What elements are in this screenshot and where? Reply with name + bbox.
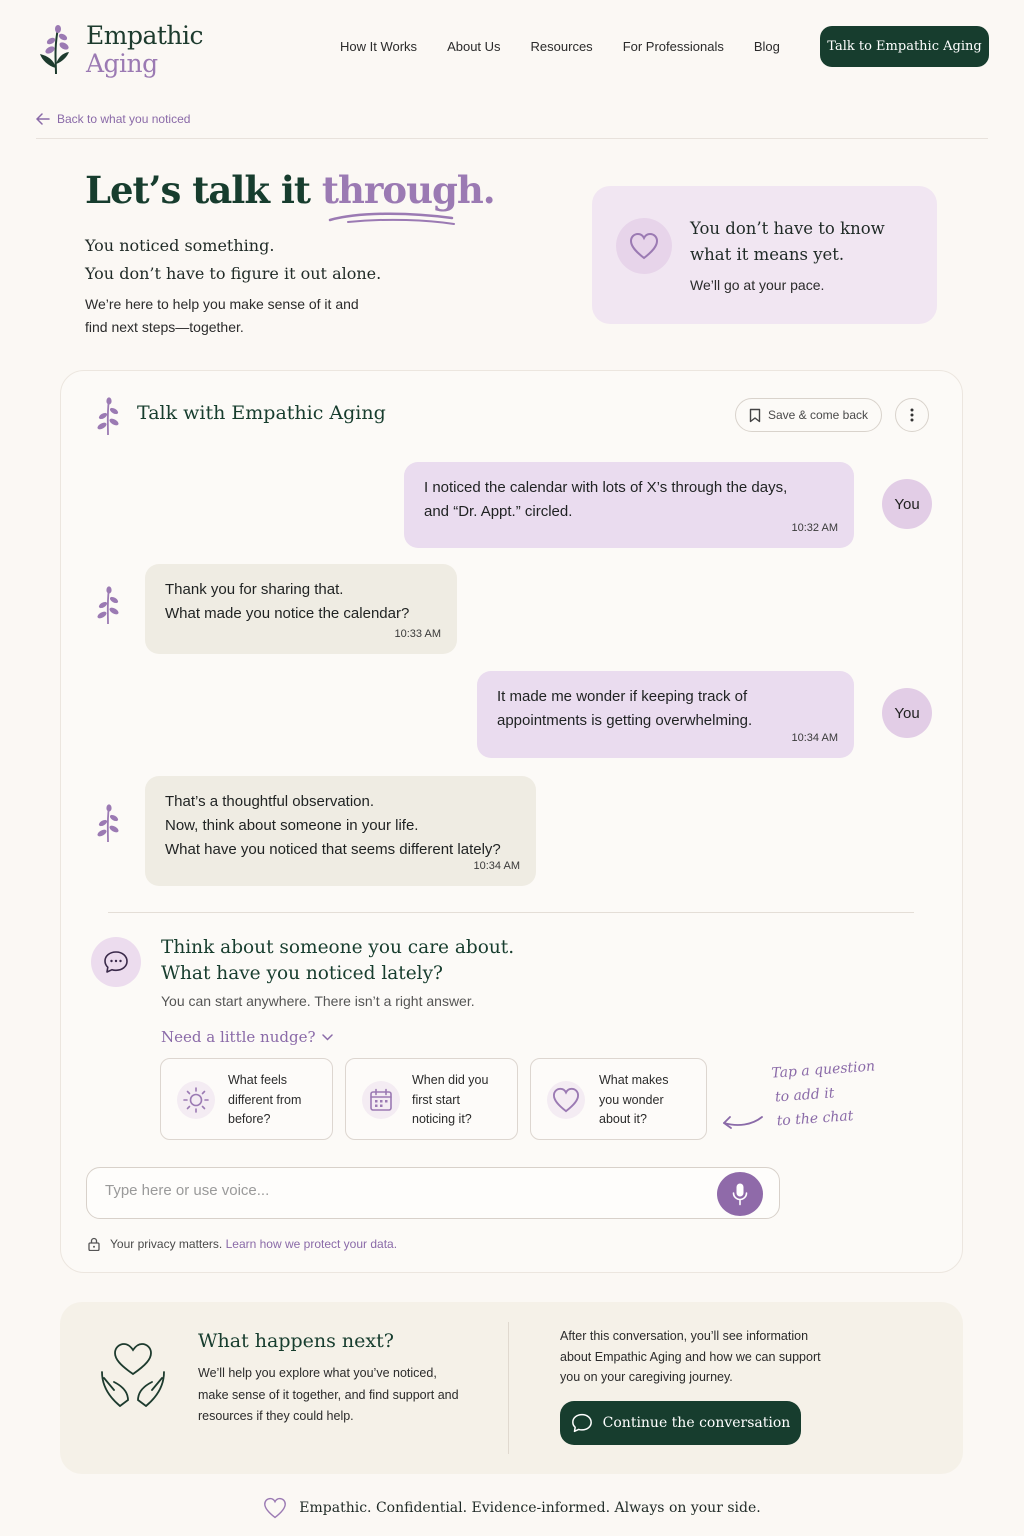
nav-for-professionals[interactable]: For Professionals (622, 39, 724, 54)
message-text: That’s a thoughtful observation. (165, 793, 375, 810)
brand-name-line1: Empathic (86, 21, 204, 50)
chip-line: first start (412, 1092, 460, 1107)
chip-line: noticing it? (412, 1112, 472, 1126)
hero-sub2: You don’t have to figure it out alone. (85, 264, 382, 283)
nudge-label: Need a little nudge? (161, 1028, 316, 1046)
privacy-note (88, 1237, 397, 1251)
calendar-icon (362, 1081, 400, 1119)
reassurance-body: We’ll go at your pace. (690, 277, 825, 293)
save-come-back-label: Save & come back (767, 408, 869, 422)
user-avatar: You (882, 479, 932, 529)
next-divider (508, 1322, 509, 1454)
footer-tagline (0, 1497, 1024, 1519)
message-text: appointments is getting overwhelming. (497, 712, 753, 729)
message-time: 10:34 AM (473, 860, 520, 872)
question-chip[interactable] (160, 1058, 333, 1140)
hint-arrow-icon (720, 1105, 764, 1131)
chat-title: Talk with Empathic Aging (137, 402, 386, 424)
chip-text (412, 1071, 488, 1130)
main-nav (340, 39, 780, 54)
chat-divider (108, 912, 914, 913)
message-input-box (86, 1167, 780, 1219)
bookmark-icon (749, 408, 761, 423)
header-divider (36, 138, 988, 139)
nav-resources[interactable]: Resources (530, 39, 593, 54)
message-text: What made you notice the calendar? (165, 605, 410, 622)
next-right-text: After this conversation, you’ll see information about Empathic Aging and how we can support you on your caregiving journey. (560, 1329, 821, 1384)
arrow-left-icon (36, 113, 50, 125)
chip-text (228, 1071, 301, 1130)
nav-blog[interactable]: Blog (753, 39, 780, 54)
back-link-label: Back to what you noticed (57, 112, 191, 126)
message-text: It made me wonder if keeping track of (497, 688, 748, 705)
continue-conversation-button[interactable] (560, 1401, 801, 1445)
message-bot (145, 564, 457, 654)
back-link[interactable] (36, 112, 190, 126)
brand-name-line2: Aging (86, 49, 158, 78)
lock-icon (88, 1237, 100, 1251)
footer-text: Empathic. Confidential. Evidence-informed. Always on your side. (299, 1500, 761, 1516)
title-accent-text: through. (321, 168, 495, 212)
bot-sprig-icon (93, 585, 123, 625)
chip-line: different from (228, 1092, 302, 1107)
chip-line: When did you (412, 1073, 489, 1087)
heart-icon (263, 1497, 287, 1519)
title-main: Let’s talk it (85, 168, 311, 212)
heart-icon (547, 1081, 585, 1119)
chip-line: before? (228, 1112, 271, 1126)
microphone-icon (732, 1182, 748, 1206)
next-steps-panel (60, 1302, 963, 1474)
underline-swoosh (328, 210, 456, 228)
more-vertical-icon (910, 408, 914, 422)
talk-cta-button[interactable]: Talk to Empathic Aging (820, 26, 989, 67)
message-time: 10:32 AM (791, 522, 838, 534)
hero-body: We’re here to help you make sense of it and find next steps—together. (85, 296, 359, 335)
message-text: What have you noticed that seems different lately? (165, 841, 501, 858)
message-user (477, 671, 854, 758)
user-avatar: You (882, 688, 932, 738)
tap-hint-line: Tap a question (770, 1058, 876, 1082)
reassurance-card (592, 186, 937, 324)
page-title (85, 168, 495, 212)
chat-bubble-icon (91, 937, 141, 987)
prompt-subtext: You can start anywhere. There isn’t a right answer. (161, 993, 475, 1009)
message-text: and “Dr. Appt.” circled. (424, 503, 573, 520)
chevron-down-icon (322, 1034, 333, 1041)
hero-sub1: You noticed something. (85, 236, 275, 255)
sprig-icon (36, 24, 76, 76)
chip-line: you wonder (599, 1092, 664, 1107)
prompt-heading-line1: Think about someone you care about. (161, 937, 515, 958)
next-body: We’ll help you explore what you’ve noticed, make sense of it together, and find support and resources if they could help. (198, 1366, 459, 1423)
chip-text (599, 1071, 668, 1130)
privacy-text: Your privacy matters. (110, 1237, 223, 1251)
message-text: Now, think about someone in your life. (165, 817, 419, 834)
more-options-button[interactable] (895, 398, 929, 432)
message-input[interactable] (105, 1182, 685, 1199)
message-text: I noticed the calendar with lots of X’s through the days, (424, 479, 788, 496)
sun-icon (177, 1081, 215, 1119)
message-user (404, 462, 854, 548)
bot-sprig-icon (93, 803, 123, 843)
next-heading: What happens next? (198, 1330, 394, 1352)
caring-hands-icon (98, 1340, 168, 1410)
nav-how-it-works[interactable]: How It Works (340, 39, 418, 54)
tap-hint-line: to the chat (776, 1108, 854, 1130)
prompt-heading (161, 935, 514, 987)
prompt-heading-line2: What have you noticed lately? (161, 963, 443, 984)
message-text: Thank you for sharing that. (165, 581, 344, 598)
question-chip[interactable] (530, 1058, 707, 1140)
nudge-toggle[interactable] (161, 1028, 333, 1046)
title-accent (322, 168, 495, 212)
message-time: 10:33 AM (394, 628, 441, 640)
chip-line: about it? (599, 1112, 647, 1126)
heart-icon (616, 218, 672, 274)
brand-logo[interactable] (36, 22, 203, 78)
reassurance-heading: You don’t have to know what it means yet. (690, 219, 885, 264)
nav-about-us[interactable]: About Us (447, 39, 501, 54)
voice-input-button[interactable] (717, 1172, 763, 1216)
chip-line: What feels (228, 1073, 288, 1087)
tap-hint-line: to add it (774, 1085, 835, 1106)
chat-bubble-icon (571, 1413, 593, 1433)
message-bot (145, 776, 536, 886)
message-time: 10:34 AM (791, 732, 838, 744)
tap-hint-note (771, 1054, 880, 1133)
chip-line: What makes (599, 1073, 669, 1087)
continue-label: Continue the conversation (602, 1415, 791, 1431)
chat-header-sprig-icon (93, 396, 123, 436)
privacy-link[interactable]: Learn how we protect your data. (225, 1237, 398, 1251)
save-come-back-button[interactable] (735, 398, 882, 432)
question-chip[interactable] (345, 1058, 518, 1140)
